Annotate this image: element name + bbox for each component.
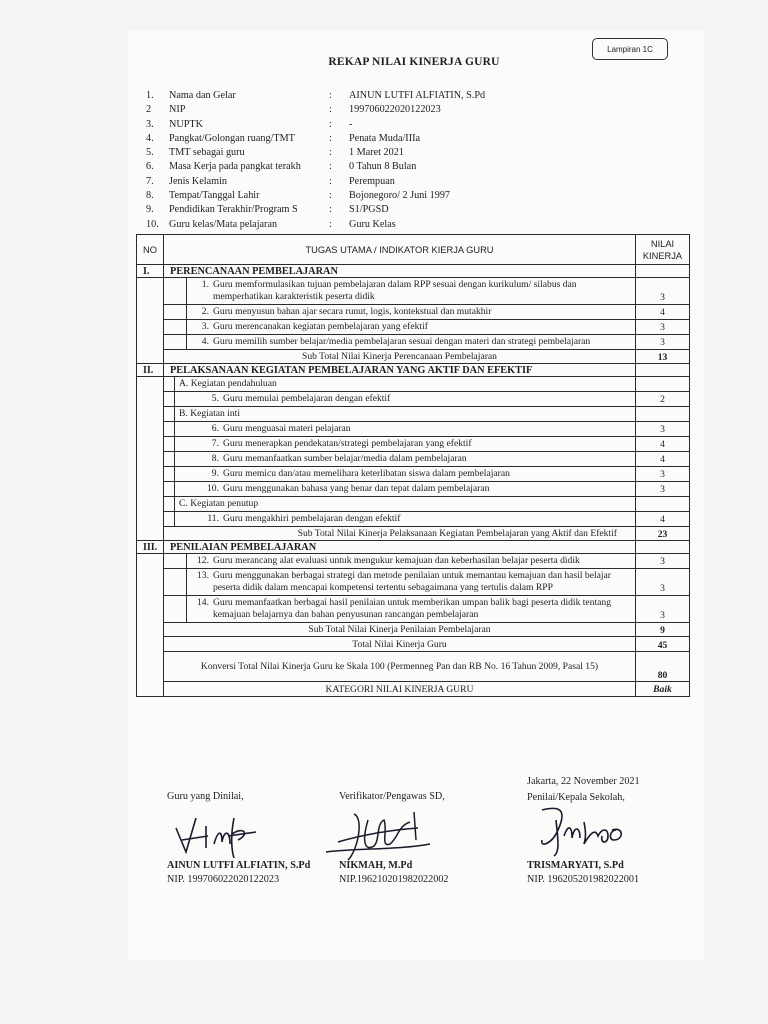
empty-cell	[137, 422, 164, 437]
empty-cell	[636, 541, 690, 554]
indicator-text: Guru menggunakan bahasa yang benar dan tepat dalam pembelajaran	[223, 483, 490, 494]
indicator-number: 2.	[201, 306, 209, 317]
identity-row	[146, 203, 686, 217]
conversion-row	[137, 652, 690, 682]
indicator-cell	[164, 392, 636, 407]
indicator-number: 14.	[197, 597, 209, 608]
indicator-number: 11.	[207, 513, 219, 524]
identity-number: 10.	[146, 218, 159, 230]
identity-value: Penata Muda/IIIa	[349, 132, 420, 144]
identity-value: Bojonegoro/ 2 Juni 1997	[349, 190, 451, 202]
section-title: PERENCANAAN PEMBELAJARAN	[164, 265, 636, 278]
principal-name: TRISMARYATI, S.Pd	[527, 860, 624, 871]
table-row	[137, 482, 690, 497]
category-label: KATEGORI NILAI KINERJA GURU	[164, 682, 636, 697]
principal-nip: NIP. 196205201982022001	[527, 874, 640, 885]
empty-cell	[636, 377, 690, 392]
identity-value: 1 Maret 2021	[349, 147, 404, 159]
principal-role: Penilai/Kepala Sekolah,	[527, 792, 625, 803]
group-row	[137, 407, 690, 422]
total-row	[137, 637, 690, 652]
indicator-value: 4	[636, 452, 690, 467]
identity-row	[146, 175, 686, 189]
indicator-text: Guru memanfaatkan berbagai hasil penilaian untuk memberikan umpan balik bagi peserta didik tentang kemajuan belajarnya dan bahan penyusunan rancangan pembelajaran	[213, 597, 612, 620]
table-row	[137, 452, 690, 467]
identity-colon: :	[329, 90, 332, 101]
identity-label: Jenis Kelamin	[169, 175, 228, 187]
identity-number: 1.	[146, 90, 154, 101]
group-label: B. Kegiatan inti	[174, 407, 635, 421]
group-cell	[164, 407, 636, 422]
teacher-name: AINUN LUTFI ALFIATIN, S.Pd	[167, 860, 311, 871]
identity-label: Pendidikan Terakhir/Program S	[169, 204, 298, 216]
empty-cell	[137, 527, 164, 541]
indicator-number: 12.	[197, 555, 209, 566]
section-number: II.	[137, 364, 164, 377]
conversion-value: 80	[636, 652, 690, 682]
indicator-cell	[164, 422, 636, 437]
indicator-value: 3	[636, 335, 690, 350]
empty-cell	[137, 554, 164, 569]
indicator-text: Guru mengakhiri pembelajaran dengan efektif	[223, 513, 401, 524]
identity-number: 4.	[146, 132, 154, 144]
empty-cell	[137, 596, 164, 623]
conversion-label: Konversi Total Nilai Kinerja Guru ke Skala 100 (Permenneg Pan dan RB No. 16 Tahun 2009, Pasal 15)	[164, 652, 636, 682]
attachment-label: Lampiran 1C	[592, 38, 668, 60]
table-row	[137, 392, 690, 407]
indicator-text: Guru menerapkan pendekatan/strategi pembelajaran yang efektif	[223, 438, 472, 449]
indicator-cell	[164, 335, 636, 350]
identity-block	[146, 89, 686, 232]
teacher-signature	[168, 808, 268, 862]
indicator-value: 2	[636, 392, 690, 407]
indicator-number: 7.	[211, 438, 219, 449]
table-row	[137, 320, 690, 335]
empty-cell	[636, 407, 690, 422]
subtotal-value: 9	[636, 623, 690, 637]
identity-label: Pangkat/Golongan ruang/TMT	[169, 132, 295, 144]
table-row	[137, 569, 690, 596]
indicator-number: 5.	[211, 393, 219, 404]
identity-number: 8.	[146, 190, 154, 202]
indicator-cell	[164, 467, 636, 482]
indicator-text: Guru menyusun bahan ajar secara runut, logis, kontekstual dan mutakhir	[213, 306, 492, 317]
subtotal-value: 23	[636, 527, 690, 541]
table-row	[137, 422, 690, 437]
identity-colon: :	[329, 204, 332, 216]
empty-cell	[137, 452, 164, 467]
indicator-value: 4	[636, 305, 690, 320]
section-title: PELAKSANAAN KEGIATAN PEMBELAJARAN YANG AKTIF DAN EFEKTIF	[164, 364, 636, 377]
indicator-value: 3	[636, 422, 690, 437]
empty-cell	[137, 377, 164, 392]
identity-value: Guru Kelas	[349, 218, 396, 230]
header-task: TUGAS UTAMA / INDIKATOR KIERJA GURU	[164, 235, 636, 265]
subtotal-row	[137, 623, 690, 637]
empty-cell	[137, 320, 164, 335]
indicator-value: 4	[636, 437, 690, 452]
identity-label: Tempat/Tanggal Lahir	[169, 190, 260, 202]
identity-colon: :	[329, 118, 332, 130]
table-row	[137, 305, 690, 320]
total-value: 45	[636, 637, 690, 652]
identity-label: Nama dan Gelar	[169, 90, 236, 101]
subtotal-label: Sub Total Nilai Kinerja Penilaian Pembelajaran	[164, 623, 636, 637]
indicator-number: 9.	[211, 468, 219, 479]
indicator-cell	[164, 305, 636, 320]
identity-value: 0 Tahun 8 Bulan	[349, 161, 417, 173]
category-value: Baik	[636, 682, 690, 697]
indicator-value: 3	[636, 569, 690, 596]
identity-colon: :	[329, 132, 332, 144]
verifier-name: NIKMAH, M.Pd	[339, 860, 413, 871]
table-row	[137, 554, 690, 569]
teacher-role: Guru yang Dinilai,	[167, 791, 244, 802]
identity-number: 2	[146, 104, 152, 116]
table-row	[137, 437, 690, 452]
subtotal-row	[137, 350, 690, 364]
header-value: NILAI KINERJA	[636, 235, 690, 265]
verifier-role: Verifikator/Pengawas SD,	[339, 791, 445, 802]
indicator-text: Guru memilih sumber belajar/media pembelajaran sesuai dengan materi dan strategi pembelajaran	[213, 336, 591, 347]
indicator-text: Guru memformulasikan tujuan pembelajaran dalam RPP sesuai dengan kurikulum/ silabus dan memperhatikan karakteristik peserta didik	[213, 279, 577, 302]
identity-label: NIP	[169, 104, 186, 116]
indicator-text: Guru merancang alat evaluasi untuk mengukur kemajuan dan keberhasilan belajar peserta didik	[213, 555, 580, 566]
subtotal-value: 13	[636, 350, 690, 364]
identity-label: Guru kelas/Mata pelajaran	[169, 218, 278, 230]
identity-value: S1/PGSD	[349, 204, 389, 216]
identity-number: 3.	[146, 118, 154, 130]
identity-row	[146, 118, 686, 132]
group-cell	[164, 377, 636, 392]
indicator-value: 3	[636, 278, 690, 305]
identity-row	[146, 218, 686, 232]
subtotal-row	[137, 527, 690, 541]
indicator-number: 10.	[207, 483, 219, 494]
indicator-cell	[164, 437, 636, 452]
empty-cell	[137, 637, 164, 652]
empty-cell	[137, 335, 164, 350]
section-row	[137, 541, 690, 554]
identity-colon: :	[329, 161, 332, 173]
section-number: III.	[137, 541, 164, 554]
identity-colon: :	[329, 104, 332, 116]
empty-cell	[137, 497, 164, 512]
identity-value: 199706022020122023	[349, 104, 441, 116]
empty-cell	[137, 569, 164, 596]
group-cell	[164, 497, 636, 512]
empty-cell	[137, 623, 164, 637]
indicator-number: 4.	[201, 336, 209, 347]
table-row	[137, 467, 690, 482]
subtotal-label: Sub Total Nilai Kinerja Pelaksanaan Kegiatan Pembelajaran yang Aktif dan Efektif	[164, 527, 636, 541]
group-row	[137, 377, 690, 392]
indicator-cell	[164, 512, 636, 527]
indicator-cell	[164, 596, 636, 623]
indicator-number: 13.	[197, 570, 209, 581]
empty-cell	[137, 407, 164, 422]
group-label: C. Kegiatan penutup	[174, 497, 635, 511]
identity-number: 5.	[146, 147, 154, 159]
indicator-text: Guru menguasai materi pelajaran	[223, 423, 351, 434]
identity-label: TMT sebagai guru	[169, 147, 245, 159]
empty-cell	[137, 482, 164, 497]
indicator-cell	[164, 320, 636, 335]
identity-colon: :	[329, 175, 332, 187]
indicator-value: 4	[636, 512, 690, 527]
identity-row	[146, 103, 686, 117]
identity-value: -	[349, 118, 353, 130]
section-row	[137, 265, 690, 278]
indicator-text: Guru memicu dan/atau memelihara keterlibatan siswa dalam pembelajaran	[223, 468, 510, 479]
identity-number: 6.	[146, 161, 154, 173]
empty-cell	[636, 265, 690, 278]
indicator-number: 6.	[211, 423, 219, 434]
header-no: NO	[137, 235, 164, 265]
indicator-value: 3	[636, 320, 690, 335]
indicator-value: 3	[636, 596, 690, 623]
subtotal-label: Sub Total Nilai Kinerja Perencanaan Pembelajaran	[164, 350, 636, 364]
empty-cell	[137, 682, 164, 697]
identity-colon: :	[329, 147, 332, 159]
verifier-nip: NIP.196210201982022002	[339, 874, 449, 885]
indicator-text: Guru merencanakan kegiatan pembelajaran yang efektif	[213, 321, 428, 332]
empty-cell	[137, 652, 164, 682]
principal-signature	[528, 800, 628, 858]
indicator-cell	[164, 482, 636, 497]
teacher-nip: NIP. 199706022020122023	[167, 874, 280, 885]
identity-value: Perempuan	[349, 175, 395, 187]
place-date: Jakarta, 22 November 2021	[527, 776, 640, 787]
empty-cell	[137, 350, 164, 364]
indicator-cell	[164, 554, 636, 569]
identity-row	[146, 189, 686, 203]
empty-cell	[137, 512, 164, 527]
empty-cell	[137, 278, 164, 305]
group-label: A. Kegiatan pendahuluan	[174, 377, 635, 391]
table-row	[137, 596, 690, 623]
total-label: Total Nilai Kinerja Guru	[164, 637, 636, 652]
indicator-text: Guru menggunakan berbagai strategi dan metode penilaian untuk memantau kemajuan dan hasil belajar peserta didik dalam mencapai kompetensi tertentu sebagaimana yang tertulis dalam RPP	[213, 570, 612, 593]
indicator-cell	[164, 278, 636, 305]
section-number: I.	[137, 265, 164, 278]
table-row	[137, 278, 690, 305]
identity-row	[146, 132, 686, 146]
empty-cell	[636, 364, 690, 377]
document-title: REKAP NILAI KINERJA GURU	[328, 56, 500, 68]
identity-label: Masa Kerja pada pangkat terakh	[169, 161, 301, 173]
indicator-text: Guru memanfaatkan sumber belajar/media dalam pembelajaran	[223, 453, 467, 464]
identity-row	[146, 89, 686, 103]
identity-number: 7.	[146, 175, 154, 187]
identity-row	[146, 146, 686, 160]
identity-number: 9.	[146, 204, 154, 216]
indicator-number: 1.	[201, 279, 209, 290]
empty-cell	[137, 305, 164, 320]
section-row	[137, 364, 690, 377]
identity-value: AINUN LUTFI ALFIATIN, S.Pd	[349, 90, 486, 101]
empty-cell	[137, 392, 164, 407]
category-row	[137, 682, 690, 697]
table-row	[137, 335, 690, 350]
empty-cell	[137, 467, 164, 482]
indicator-cell	[164, 569, 636, 596]
indicator-cell	[164, 452, 636, 467]
identity-label: NUPTK	[169, 118, 203, 130]
indicator-text: Guru memulai pembelajaran dengan efektif	[223, 393, 391, 404]
table-header-row	[137, 235, 690, 265]
identity-row	[146, 160, 686, 174]
indicator-value: 3	[636, 482, 690, 497]
indicator-value: 3	[636, 554, 690, 569]
indicator-number: 3.	[201, 321, 209, 332]
empty-cell	[137, 437, 164, 452]
group-row	[137, 497, 690, 512]
table-row	[137, 512, 690, 527]
indicator-value: 3	[636, 467, 690, 482]
identity-colon: :	[329, 190, 332, 202]
indicator-number: 8.	[211, 453, 219, 464]
performance-table	[136, 234, 690, 697]
section-title: PENILAIAN PEMBELAJARAN	[164, 541, 636, 554]
identity-colon: :	[329, 218, 332, 230]
empty-cell	[636, 497, 690, 512]
